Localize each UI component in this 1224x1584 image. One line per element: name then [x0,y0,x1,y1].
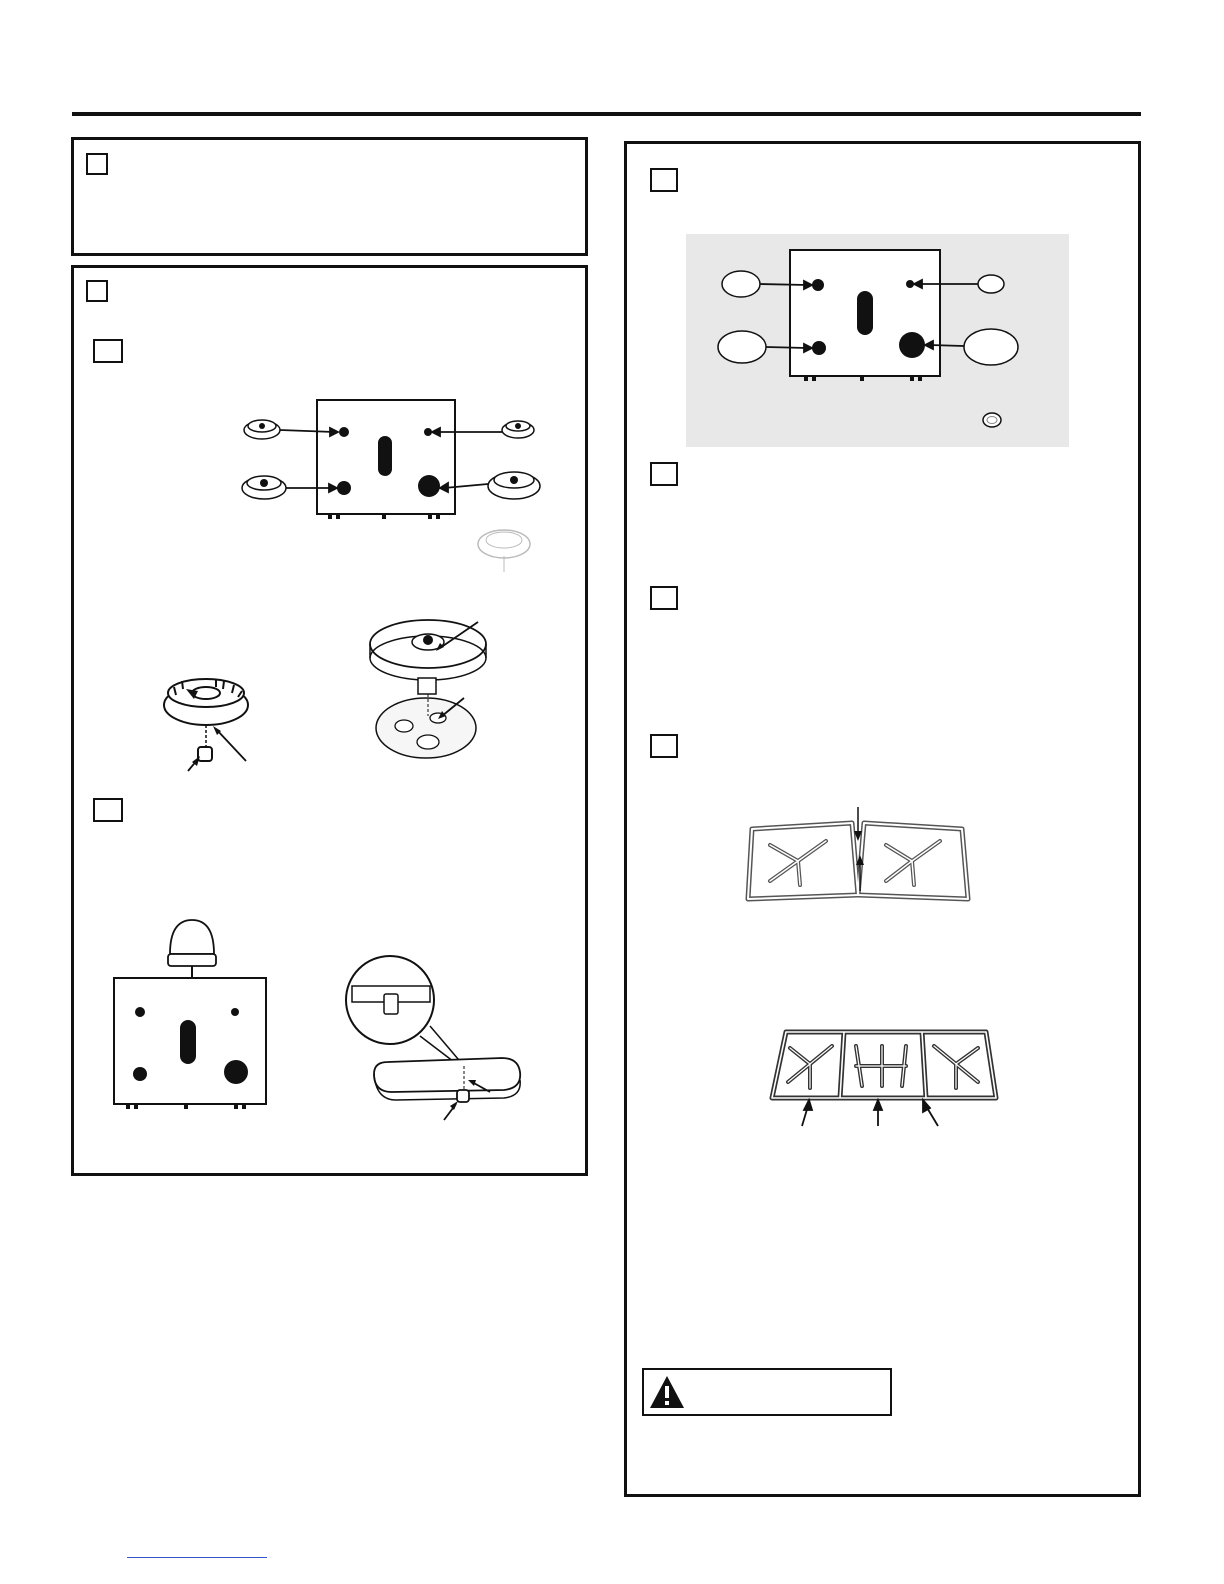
grates-assembled-diagram [766,1020,1006,1130]
burner-orifice-diagram [158,665,278,775]
step-checkbox[interactable] [86,280,108,302]
substep-checkbox[interactable] [93,339,123,363]
step-checkbox[interactable] [650,462,678,486]
warning-label [642,1368,892,1416]
footer-link-underline[interactable] [127,1557,267,1558]
burner-cap-placement-diagram [686,234,1069,447]
oval-burner-zoom-diagram [340,950,530,1130]
oval-burner-cooktop-diagram [112,914,272,1114]
cooktop-burner-diagram [236,396,556,586]
substep-checkbox[interactable] [93,798,123,822]
grates-alignment-diagram [740,805,980,915]
step-checkbox[interactable] [650,734,678,758]
step-panel-top-left [71,137,588,256]
burner-head-exploded-diagram [366,610,496,770]
header-rule [72,112,1141,116]
warning-triangle-icon [649,1375,685,1409]
step-checkbox[interactable] [650,586,678,610]
step-checkbox[interactable] [650,168,678,192]
step-checkbox[interactable] [86,153,108,175]
